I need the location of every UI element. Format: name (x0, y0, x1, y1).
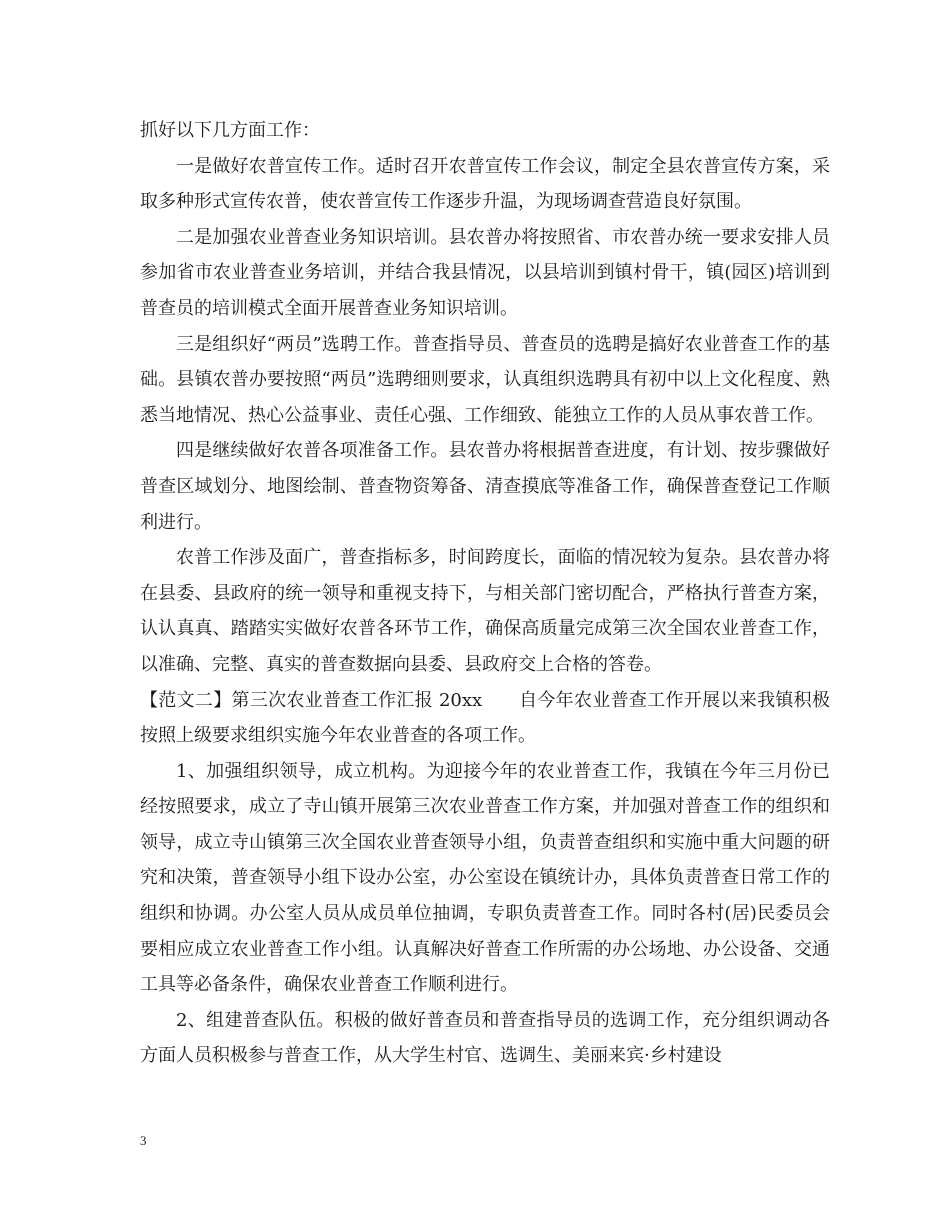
paragraph-summary: 农普工作涉及面广，普查指标多，时间跨度长，面临的情况较为复杂。县农普办将在县委、县政府的统一领导和重视支持下，与相关部门密切配合，严格执行普查方案，认认真真、踏踏实实做好农普各环节工作，确保高质量完成第三次全国农业普查工作，以准确、完整、真实的普查数据向县委、县政府交上合格的答卷。 (140, 547, 830, 675)
page-number: 3 (140, 1133, 147, 1148)
paragraph-section-2: 2、组建普查队伍。积极的做好普查员和普查指导员的选调工作，充分组织调动各方面人员积极参与普查工作，从大学生村官、选调生、美丽来宾·乡村建设 (140, 1009, 830, 1067)
paragraph-item-1: 一是做好农普宣传工作。适时召开农普宣传工作会议，制定全县农普宣传方案，采取多种形式宣传农普，使农普宣传工作逐步升温，为现场调查营造良好氛围。 (140, 155, 830, 213)
paragraph-item-2: 二是加强农业普查业务知识培训。县农普办将按照省、市农普办统一要求安排人员参加省市农业普查业务培训，并结合我县情况，以县培训到镇村骨干，镇(园区)培训到普查员的培训模式全面开展普查业务知识培训。 (140, 226, 830, 319)
paragraph-item-4: 四是继续做好农普各项准备工作。县农普办将根据普查进度，有计划、按步骤做好普查区域划分、地图绘制、普查物资筹备、清查摸底等准备工作，确保普查登记工作顺利进行。 (140, 440, 830, 533)
paragraph-item-3: 三是组织好“两员”选聘工作。普查指导员、普查员的选聘是搞好农业普查工作的基础。县镇农普办要按照“两员”选聘细则要求，认真组织选聘具有初中以上文化程度、熟悉当地情况、热心公益事业、责任心强、工作细致、能独立工作的人员从事农普工作。 (140, 333, 830, 426)
paragraph-section-1: 1、加强组织领导，成立机构。为迎接今年的农业普查工作，我镇在今年三月份已经按照要求，成立了寺山镇开展第三次农业普查工作方案，并加强对普查工作的组织和领导，成立寺山镇第三次全国农业普查领导小组，负责普查组织和实施中重大问题的研究和决策，普查领导小组下设办公室，办公室设在镇统计办，具体负责普查日常工作的组织和协调。办公室人员从成员单位抽调，专职负责普查工作。同时各村(居)民委员会要相应成立农业普查工作小组。认真解决好普查工作所需的办公场地、办公设备、交通工具等必备条件，确保农业普查工作顺利进行。 (140, 760, 830, 996)
document-body (140, 113, 830, 1074)
paragraph-example-two-heading: 【范文二】第三次农业普查工作汇报 20xx 自今年农业普查工作开展以来我镇积极按照上级要求组织实施今年农业普查的各项工作。 (140, 689, 830, 747)
paragraph-intro: 抓好以下几方面工作： (140, 120, 320, 141)
